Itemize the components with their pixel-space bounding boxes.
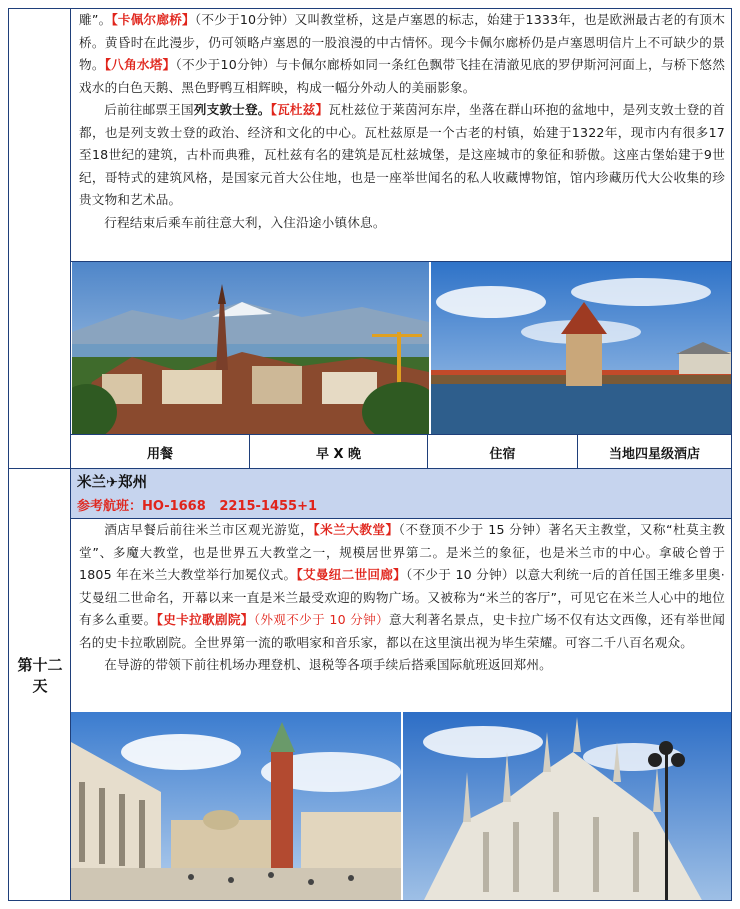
flight-value: HO-1668 2215-1455+1	[142, 499, 318, 514]
paragraph-departure: 在导游的带领下前往机场办理登机、退税等各项手续后搭乘国际航班返回郑州。	[104, 657, 552, 672]
day-12-content	[71, 519, 731, 677]
itinerary-table	[8, 8, 732, 901]
flight-label: 参考航班：	[77, 499, 143, 514]
photo-venice-square	[71, 712, 401, 901]
paragraph-lucerne	[71, 9, 731, 99]
highlight-text: 【卡佩尔廊桥】	[111, 12, 195, 27]
photo-chapel-bridge	[431, 262, 731, 434]
paragraph-vaduz	[71, 99, 731, 212]
body-text: 意大利著名景点，史卡拉广场不仅有达文西像，还有举世闻名的史卡拉歌剧院。全世界第一流的歌唱家和音乐家，都以在这里演出视为毕生荣耀。可容二千八百名观众。	[79, 612, 725, 650]
body-text: 雕”。	[79, 12, 112, 27]
body-text: 酒店早餐后前往米兰市区观光游览，	[104, 522, 314, 537]
highlight-text: 【米兰大教堂】	[313, 522, 399, 537]
paragraph-milan	[71, 519, 731, 654]
photo-swiss-town-lake	[72, 262, 429, 434]
day-12-label-line1: 第十二	[17, 656, 63, 674]
airplane-icon: ✈	[106, 475, 119, 491]
hotel-value: 当地四星级酒店	[608, 446, 700, 462]
photo-milan-cathedral	[403, 712, 731, 901]
flight-info	[77, 495, 317, 514]
highlight-text: （外观不少于 10 分钟）	[253, 612, 389, 627]
day-cell-empty	[9, 9, 71, 468]
meal-value: 早 X 晚	[250, 435, 428, 469]
day-11-continued	[71, 9, 731, 234]
body-text: 瓦杜兹位于莱茵河东岸，坐落在群山环抱的盆地中，是列支敦士登的首都，也是列支敦士登的政治、经济和文化的中心。瓦杜兹原是一个古老的村镇，始建于1322年，现市内有很多17至18世纪的建筑，古朴而典雅，瓦杜兹有名的建筑是瓦杜兹城堡，是这座城市的象征和骄傲。这座古堡始建于9世纪，哥特式的建筑风格，是国家元首大公住地，也是一座举世闻名的私人收藏博物馆，馆内珍藏历代大公收集的珍贵文物和艺术品。	[79, 102, 726, 207]
day-12-label-line2: 天	[32, 677, 48, 695]
meal-label: 用餐	[71, 435, 250, 469]
route-to: 郑州	[118, 475, 148, 491]
route-title	[77, 471, 147, 492]
highlight-text: 【八角水塔】	[104, 57, 176, 72]
day-12-cell	[9, 469, 71, 901]
body-text: （不少于10分钟）与卡佩尔廊桥如同一条红色飘带飞挂在清澈见底的罗伊斯河河面上，与桥下悠然戏水的白色天鹅、黑色野鸭互相辉映，构成一幅分外动人的美丽影象。	[79, 57, 725, 95]
route-from: 米兰	[77, 475, 106, 491]
highlight-text: 列支敦士登。	[193, 102, 271, 117]
hotel-label: 住宿	[428, 435, 578, 469]
body-text: 后前往邮票王国	[104, 102, 194, 117]
body-text: （不少于 10 分钟）以意大利统一后的首任国王维多里奥·艾曼纽二世命名，开幕以来一直是米兰最受欢迎的购物广场。又被称为“米兰的客厅”，可见它在米兰人心中的地位有多么重要。	[79, 567, 725, 627]
highlight-text: 【艾曼纽二世回廊】	[296, 567, 406, 582]
highlight-text: 【瓦杜兹】	[270, 102, 329, 117]
body-text: （不登顶不少于 15 分钟）著名天主教堂，又称“杜莫主教堂”、多魔大教堂，也是世界五大教堂之一，规模居世界第二。是米兰的象征，也是米兰市的中心。拿破仑曾于 1805 年在米兰大教堂举行加冕仪式。	[79, 522, 726, 582]
body-text: （不少于10分钟）又叫教堂桥，这是卢塞恩的标志，始建于1333年，也是欧洲最古老的有顶木桥。黄昏时在此漫步，仍可领略卢塞恩的一股浪漫的中古情怀。现今卡佩尔廊桥仍是卢塞恩明信片上不可缺少的景物。	[79, 12, 726, 72]
highlight-text: 【史卡拉歌剧院】	[156, 612, 254, 627]
meal-hotel-row	[71, 435, 731, 469]
day-12-header	[71, 469, 731, 518]
paragraph-hotel-note: 行程结束后乘车前往意大利，入住沿途小镇休息。	[104, 214, 386, 230]
